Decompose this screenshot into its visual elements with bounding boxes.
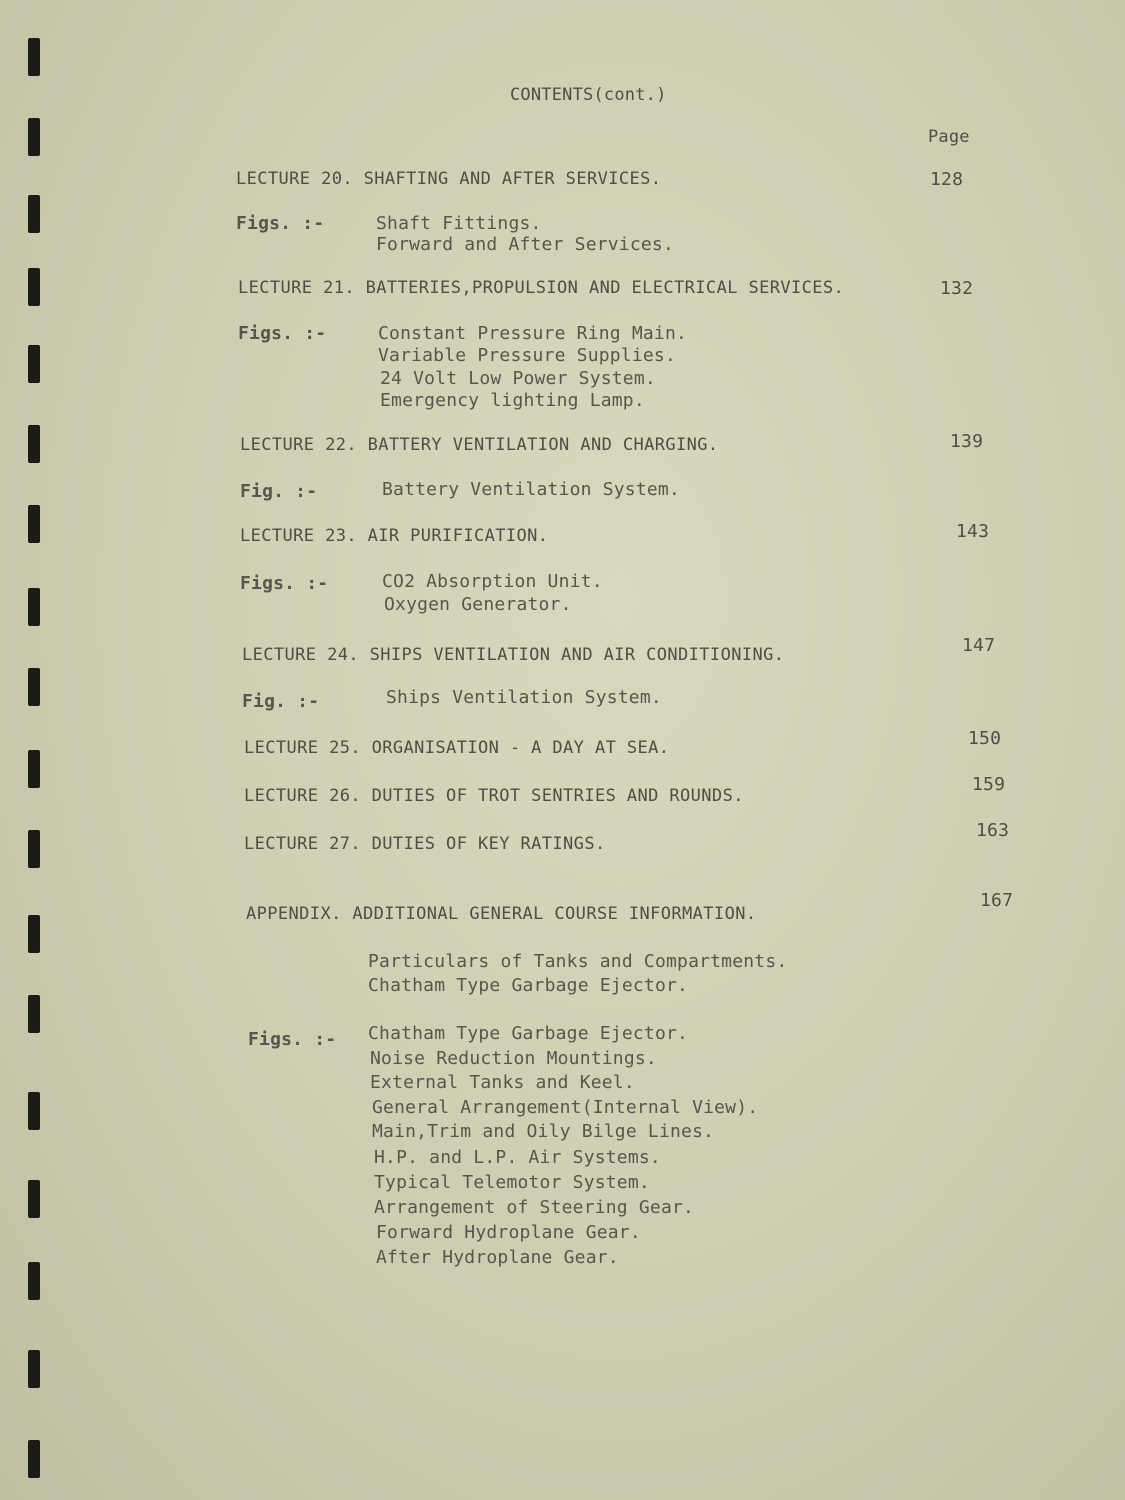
binding-hole (28, 425, 40, 463)
lecture-22-fig-label: Fig. :- (240, 481, 318, 502)
appendix-fig-item: Typical Telemotor System. (374, 1172, 650, 1193)
appendix-fig-item: Arrangement of Steering Gear. (374, 1197, 695, 1218)
appendix-fig-item: After Hydroplane Gear. (376, 1247, 619, 1268)
lecture-22-heading: LECTURE 22. BATTERY VENTILATION AND CHARGING. (240, 435, 719, 455)
appendix-fig-label: Figs. :- (248, 1029, 337, 1050)
appendix-fig-item: Noise Reduction Mountings. (370, 1048, 657, 1069)
lecture-24-page: 147 (962, 635, 996, 656)
lecture-26-page: 159 (972, 774, 1006, 795)
appendix-fig-item: Chatham Type Garbage Ejector. (368, 1023, 689, 1044)
binding-hole (28, 268, 40, 306)
binding-hole (28, 1262, 40, 1300)
appendix-item: Particulars of Tanks and Compartments. (368, 951, 788, 972)
contents-title: CONTENTS(cont.) (510, 85, 667, 105)
appendix-fig-item: H.P. and L.P. Air Systems. (374, 1147, 661, 1168)
binding-hole (28, 995, 40, 1033)
appendix-item: Chatham Type Garbage Ejector. (368, 975, 689, 996)
lecture-24-heading: LECTURE 24. SHIPS VENTILATION AND AIR CONDITIONING. (242, 645, 785, 665)
lecture-21-heading: LECTURE 21. BATTERIES,PROPULSION AND ELECTRICAL SERVICES. (238, 278, 845, 298)
binding-hole (28, 38, 40, 76)
appendix-heading: APPENDIX. ADDITIONAL GENERAL COURSE INFORMATION. (246, 904, 757, 924)
binding-hole (28, 750, 40, 788)
lecture-20-fig-item: Shaft Fittings. (376, 213, 542, 234)
lecture-27-heading: LECTURE 27. DUTIES OF KEY RATINGS. (244, 834, 606, 854)
lecture-23-fig-label: Figs. :- (240, 573, 329, 594)
lecture-24-fig-item: Ships Ventilation System. (386, 687, 662, 708)
lecture-25-page: 150 (968, 728, 1002, 749)
lecture-27-page: 163 (976, 820, 1010, 841)
lecture-21-page: 132 (940, 278, 974, 299)
binding-hole (28, 668, 40, 706)
lecture-20-page: 128 (930, 169, 964, 190)
binding-hole (28, 1092, 40, 1130)
appendix-fig-item: Forward Hydroplane Gear. (376, 1222, 641, 1243)
binding-hole (28, 1440, 40, 1478)
binding-hole (28, 505, 40, 543)
binding-hole (28, 588, 40, 626)
lecture-21-fig-item: 24 Volt Low Power System. (380, 368, 656, 389)
lecture-25-heading: LECTURE 25. ORGANISATION - A DAY AT SEA. (244, 738, 670, 758)
lecture-24-fig-label: Fig. :- (242, 691, 320, 712)
appendix-fig-item: Main,Trim and Oily Bilge Lines. (372, 1121, 715, 1142)
lecture-21-fig-item: Emergency lighting Lamp. (380, 390, 645, 411)
lecture-21-fig-item: Constant Pressure Ring Main. (378, 323, 688, 344)
binding-hole (28, 915, 40, 953)
binding-hole (28, 118, 40, 156)
lecture-20-fig-item: Forward and After Services. (376, 234, 674, 255)
lecture-23-page: 143 (956, 521, 990, 542)
appendix-fig-item: General Arrangement(Internal View). (372, 1097, 759, 1118)
lecture-22-page: 139 (950, 431, 984, 452)
lecture-26-heading: LECTURE 26. DUTIES OF TROT SENTRIES AND ROUNDS. (244, 786, 744, 806)
appendix-page: 167 (980, 890, 1014, 911)
lecture-20-fig-label: Figs. :- (236, 213, 325, 234)
appendix-fig-item: External Tanks and Keel. (370, 1072, 635, 1093)
binding-hole (28, 830, 40, 868)
lecture-23-fig-item: CO2 Absorption Unit. (382, 571, 603, 592)
lecture-21-fig-item: Variable Pressure Supplies. (378, 345, 676, 366)
lecture-20-heading: LECTURE 20. SHAFTING AND AFTER SERVICES. (236, 169, 662, 189)
binding-hole (28, 1180, 40, 1218)
binding-hole (28, 345, 40, 383)
lecture-22-fig-item: Battery Ventilation System. (382, 479, 680, 500)
binding-hole (28, 195, 40, 233)
lecture-23-heading: LECTURE 23. AIR PURIFICATION. (240, 526, 549, 546)
binding-hole (28, 1350, 40, 1388)
lecture-21-fig-label: Figs. :- (238, 323, 327, 344)
page-column-label: Page (928, 127, 970, 147)
lecture-23-fig-item: Oxygen Generator. (384, 594, 572, 615)
